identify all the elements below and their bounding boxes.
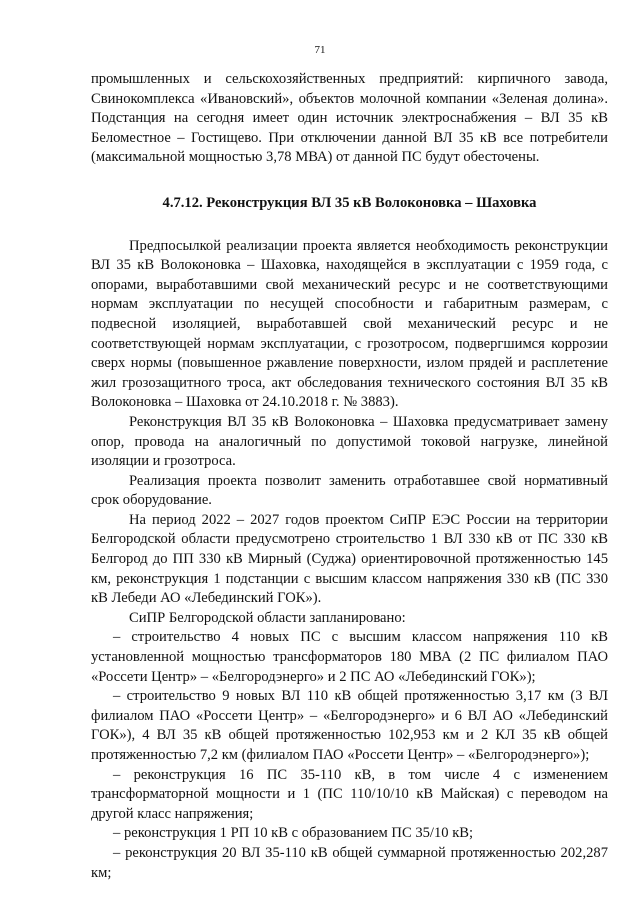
page-number: 71 (314, 44, 326, 56)
intro-paragraph: промышленных и сельскохозяйственных предприятий: кирпичного завода, Свинокомплекса «Ивановский», объектов молочной компании «Зеленая долина». Подстанция на сегодня имеет один источник электроснабжения – ВЛ 35 кВ Беломестное – Гостищево. При отключении данной ВЛ 35 кВ все потребители (максимальной мощностью 3,78 МВА) от данной ПС будут обесточены. (91, 71, 608, 166)
list-item: – строительство 4 новых ПС с высшим классом напряжения 110 кВ установленной мощностью трансформаторов 180 МВА (2 ПС филиалом ПАО «Россети Центр» – «Белгородэнерго» и 2 ПС АО «Лебединский ГОК»); (91, 629, 608, 685)
paragraph: Реализация проекта позволит заменить отработавшее свой нормативный срок оборудование. (91, 472, 608, 509)
document-body (91, 70, 608, 883)
section-heading: 4.7.12. Реконструкция ВЛ 35 кВ Волоконовка – Шаховка (162, 194, 537, 211)
list-item: – строительство 9 новых ВЛ 110 кВ общей протяженностью 3,17 км (3 ВЛ филиалом ПАО «Россети Центр» – «Белгородэнерго» и 6 ВЛ АО «Лебединский ГОК»), 4 ВЛ 35 кВ общей протяженностью 102,953 км и 2 КЛ 35 кВ общей протяженностью 7,2 км (филиалом ПАО «Россети Центр» – «Белгородэнерго»); (91, 688, 608, 763)
list-item: – реконструкция 20 ВЛ 35-110 кВ общей суммарной протяженностью 202,287 км; (91, 844, 608, 881)
list-item: – реконструкция 1 РП 10 кВ с образованием ПС 35/10 кВ; (113, 825, 474, 842)
paragraph: Реконструкция ВЛ 35 кВ Волоконовка – Шаховка предусматривает замену опор, провода на аналогичный по допустимой токовой нагрузке, линейной изоляции и грозотроса. (91, 413, 608, 470)
paragraph: Предпосылкой реализации проекта является необходимость реконструкции ВЛ 35 кВ Волоконовка – Шаховка, находящейся в эксплуатации с 1959 года, с опорами, выработавшими свой механический ресурс и не соответствующими нормам эксплуатации по несущей способности и габаритным размерам, с подвесной изоляцией, выработавшей свой механический ресурс и не соответствующей нормам эксплуатации, с грозотросом, подвергшимся коррозии сверх нормы (повышенное ржавление поверхности, излом прядей и расплетение жил грозозащитного троса, акт обследования технического состояния ВЛ 35 кВ Волоконовка – Шаховка от 24.10.2018 г. № 3883). (91, 237, 608, 411)
list-item: – реконструкция 16 ПС 35-110 кВ, в том числе 4 с изменением трансформаторной мощности и 1 (ПС 110/10/10 кВ Майская) с переводом на другой класс напряжения; (91, 766, 608, 822)
paragraph: На период 2022 – 2027 годов проектом СиПР ЕЭС России на территории Белгородской области предусмотрено строительство 1 ВЛ 330 кВ от ПС 330 кВ Белгород до ПП 330 кВ Мирный (Суджа) ориентировочной протяженностью 145 км, реконструкция 1 подстанции с высшим классом напряжения 330 кВ (ПС 330 кВ Лебеди АО «Лебединский ГОК»). (91, 511, 608, 607)
paragraph: СиПР Белгородской области запланировано: (129, 609, 406, 626)
